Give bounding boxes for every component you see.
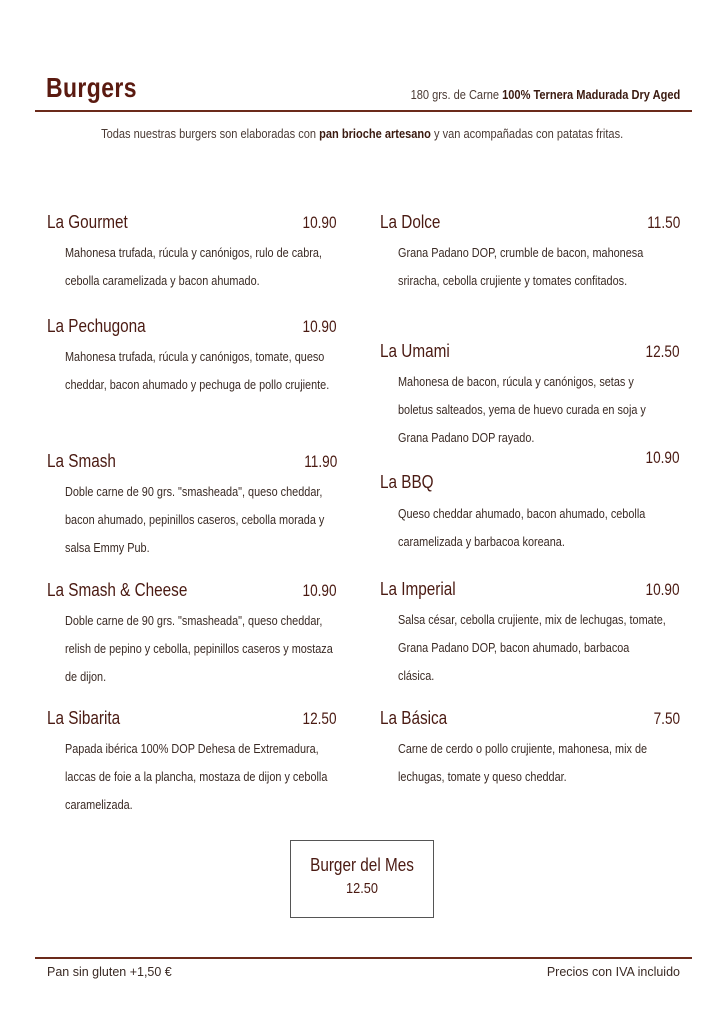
header-divider bbox=[35, 110, 692, 112]
item-price: 10.90 bbox=[645, 580, 680, 599]
item-price: 10.90 bbox=[302, 581, 337, 600]
item-price: 10.90 bbox=[302, 317, 337, 336]
item-price: 11.90 bbox=[303, 452, 337, 471]
item-price: 11.50 bbox=[646, 213, 680, 232]
item-description: Doble carne de 90 grs. "smasheada", queso cheddar, relish de pepino y cebolla, pepinillos caseros y mostaza de dijon. bbox=[65, 614, 333, 684]
menu-item bbox=[47, 316, 337, 399]
item-name: La Smash bbox=[47, 451, 116, 471]
item-name: La BBQ bbox=[380, 472, 434, 492]
menu-item bbox=[380, 579, 680, 690]
item-price: 12.50 bbox=[302, 709, 337, 728]
burger-of-month-box bbox=[290, 840, 434, 918]
item-description: Mahonesa trufada, rúcula y canónigos, rulo de cabra, cebolla caramelizada y bacon ahumado. bbox=[65, 246, 322, 288]
special-name: Burger del Mes bbox=[310, 855, 414, 875]
menu-item bbox=[47, 451, 337, 562]
meat-tagline bbox=[410, 87, 680, 102]
item-description: Salsa césar, cebolla crujiente, mix de lechugas, tomate, Grana Padano DOP, bacon ahumado, barbacoa clásica. bbox=[398, 613, 666, 683]
item-description: Mahonesa de bacon, rúcula y canónigos, setas y boletus salteados, yema de huevo curada en soja y Grana Padano DOP rayado. bbox=[398, 375, 646, 445]
item-description: Grana Padano DOP, crumble de bacon, mahonesa sriracha, cebolla crujiente y tomates confitados. bbox=[398, 246, 644, 288]
intro-bold: pan brioche artesano bbox=[319, 126, 431, 141]
item-description: Carne de cerdo o pollo crujiente, mahonesa, mix de lechugas, tomate y queso cheddar. bbox=[398, 742, 648, 784]
menu-item bbox=[47, 580, 337, 691]
item-price: 7.50 bbox=[653, 709, 680, 728]
item-price: 10.90 bbox=[645, 448, 680, 467]
item-description: Papada ibérica 100% DOP Dehesa de Extremadura, laccas de foie a la plancha, mostaza de dijon y cebolla caramelizada. bbox=[65, 742, 328, 812]
item-price: 12.50 bbox=[645, 342, 680, 361]
intro-text bbox=[0, 126, 724, 141]
tagline-plain: 180 grs. de Carne bbox=[410, 87, 499, 102]
item-price: 10.90 bbox=[302, 213, 337, 232]
intro-part1: Todas nuestras burgers son elaboradas con bbox=[100, 126, 316, 141]
menu-item bbox=[380, 212, 680, 295]
menu-item bbox=[47, 708, 337, 819]
item-name: La Dolce bbox=[380, 212, 441, 232]
page-title: Burgers bbox=[46, 72, 137, 103]
footer-divider bbox=[35, 957, 692, 959]
vat-note: Precios con IVA incluido bbox=[546, 965, 680, 979]
item-name: La Gourmet bbox=[47, 212, 128, 232]
item-name: La Umami bbox=[380, 341, 450, 361]
item-description: Mahonesa trufada, rúcula y canónigos, tomate, queso cheddar, bacon ahumado y pechuga de pollo crujiente. bbox=[65, 350, 330, 392]
menu-item bbox=[380, 708, 680, 791]
item-description: Queso cheddar ahumado, bacon ahumado, cebolla caramelizada y barbacoa koreana. bbox=[398, 507, 646, 549]
item-name: La Básica bbox=[380, 708, 448, 728]
item-name: La Pechugona bbox=[47, 316, 146, 336]
menu-item bbox=[380, 341, 680, 452]
intro-part2: y van acompañadas con patatas fritas. bbox=[433, 126, 624, 141]
menu-item bbox=[47, 212, 337, 295]
item-description: Doble carne de 90 grs. "smasheada", queso cheddar, bacon ahumado, pepinillos caseros, cebolla morada y salsa Emmy Pub. bbox=[65, 485, 325, 555]
menu-item bbox=[380, 448, 680, 556]
gluten-free-note: Pan sin gluten +1,50 € bbox=[47, 965, 172, 979]
special-price: 12.50 bbox=[346, 880, 378, 897]
tagline-bold: 100% Ternera Madurada Dry Aged bbox=[501, 87, 680, 102]
item-name: La Smash & Cheese bbox=[47, 580, 188, 600]
item-name: La Imperial bbox=[380, 579, 456, 599]
item-name: La Sibarita bbox=[47, 708, 121, 728]
